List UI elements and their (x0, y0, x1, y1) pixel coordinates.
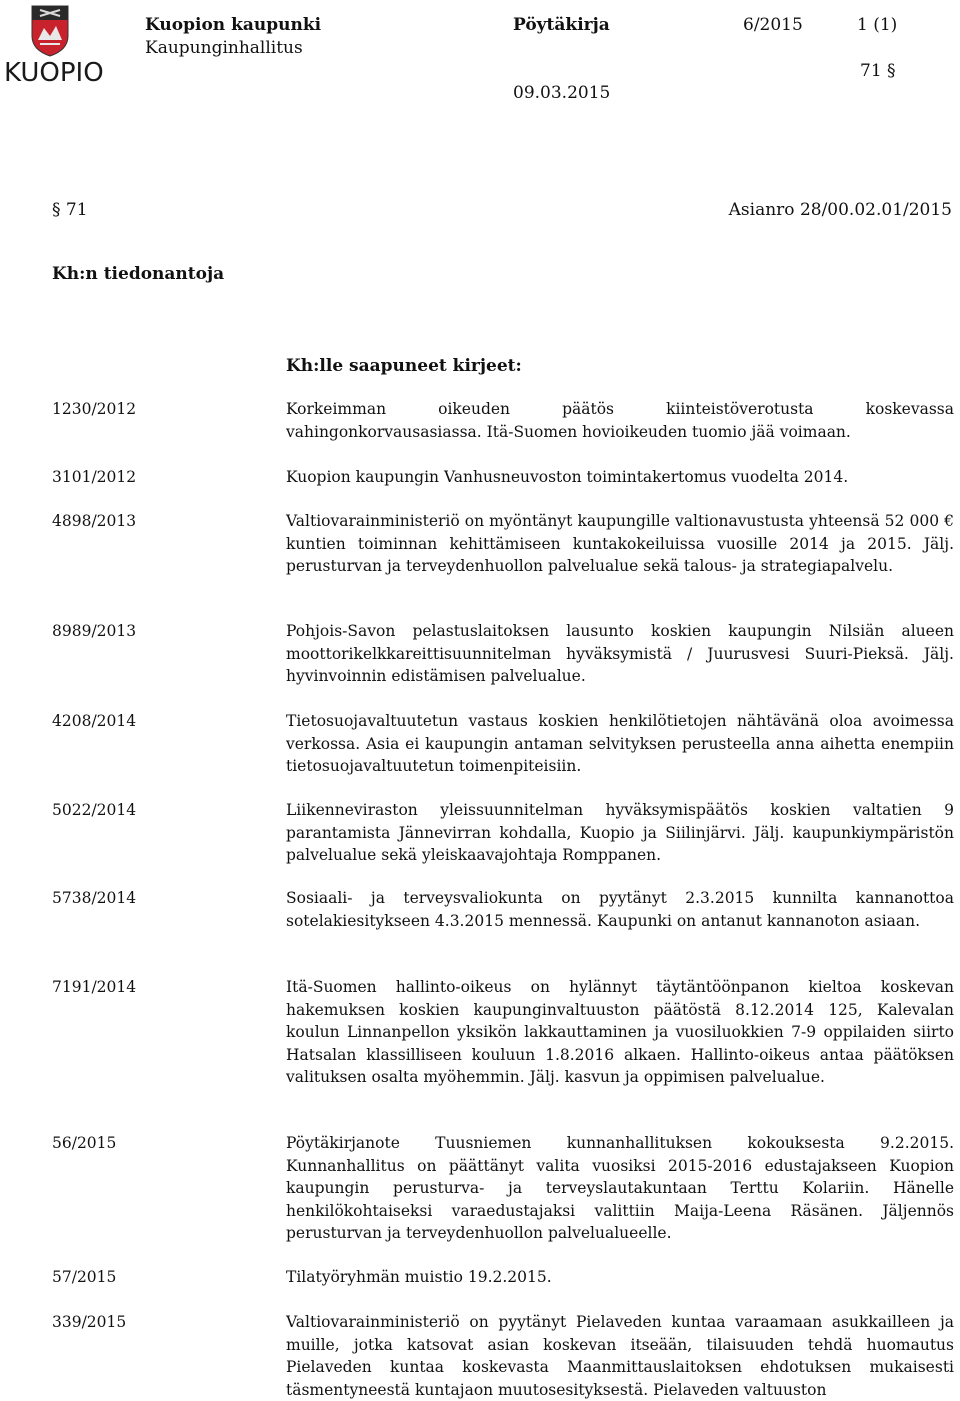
item-text: Korkeimman oikeuden päätös kiinteistöverotusta koskevassa vahingonkorvausasiassa. Itä-Suomen hovioikeuden tuomio jää voimaan. (286, 400, 954, 441)
page-number: 1 (1) (857, 15, 898, 35)
meeting-date: 09.03.2015 (513, 83, 611, 103)
section-number: § 71 (52, 200, 88, 220)
item-text: Sosiaali- ja terveysvaliokunta on pyytänyt 2.3.2015 kunnilta kannanottoa sotelakiesitykseen 4.3.2015 mennessä. Kaupunki on antanut kannanoton asiaan. (286, 889, 954, 930)
item-number: 57/2015 (52, 1268, 117, 1286)
item-number: 7191/2014 (52, 978, 137, 996)
section-title: Kh:n tiedonantoja (52, 264, 225, 284)
item-number: 4208/2014 (52, 712, 137, 730)
item-number: 4898/2013 (52, 512, 137, 530)
item-number: 56/2015 (52, 1134, 117, 1152)
item-number: 3101/2012 (52, 468, 137, 486)
letters-subheading: Kh:lle saapuneet kirjeet: (286, 356, 522, 376)
item-text: Pohjois-Savon pelastuslaitoksen lausunto koskien kaupungin Nilsiän alueen moottorikelkkareittisuunnitelman hyväksymistä / Juurusvesi Suuri-Pieksä. Jälj. hyvinvoinnin edistämisen palvelualue. (286, 622, 954, 685)
board-name: Kaupunginhallitus (145, 38, 303, 58)
section-line (52, 200, 952, 224)
item-text: Tietosuojavaltuutetun vastaus koskien henkilötietojen nähtävänä oloa avoimessa verkossa. Asia ei kaupungin antaman selvityksen perusteella anna aihetta enempiin tietosuojavaltuutetun toimenpiteisiin. (286, 712, 954, 775)
item-number: 339/2015 (52, 1313, 127, 1331)
item-number: 5738/2014 (52, 889, 137, 907)
kuopio-logo (0, 0, 104, 96)
item-text: Kuopion kaupungin Vanhusneuvoston toimintakertomus vuodelta 2014. (286, 468, 849, 486)
section-reference: 71 § (860, 61, 896, 81)
case-number: Asianro 28/00.02.01/2015 (728, 200, 952, 220)
logo-wordmark: KUOPIO (4, 58, 104, 88)
item-text: Pöytäkirjanote Tuusniemen kunnanhallituksen kokouksesta 9.2.2015. Kunnanhallitus on päättänyt valita vuosiksi 2015-2016 edustajakseen Kuopion kaupungin perusturva- ja terveyslautakuntaan Terttu Kolariin. Hänelle henkilökohtaiseksi varaedustajaksi valittiin Maija-Leena Räsänen. Jäljennös perusturvan ja terveydenhuollon palvelualueelle. (286, 1134, 954, 1242)
doc-number: 6/2015 (743, 15, 803, 35)
doc-type: Pöytäkirja (513, 15, 610, 35)
org-name: Kuopion kaupunki (145, 15, 322, 35)
item-text: Itä-Suomen hallinto-oikeus on hylännyt täytäntöönpanon kieltoa koskevan hakemuksen koskien kaupunginvaltuuston päätöstä 8.12.2014 125, Kalevalan koulun Linnanpellon yksikön lakkauttaminen ja vuosiluokkien 7-9 oppilaiden siirto Hatsalan klassilliseen kouluun 1.8.2016 alkaen. Hallinto-oikeus antaa päätöksen valituksen osalta myöhemmin. Jälj. kasvun ja oppimisen palvelualue. (286, 978, 954, 1086)
item-number: 8989/2013 (52, 622, 137, 640)
item-number: 5022/2014 (52, 801, 137, 819)
item-number: 1230/2012 (52, 400, 137, 418)
item-text: Valtiovarainministeriö on myöntänyt kaupungille valtionavustusta yhteensä 52 000 € kuntien toiminnan kehittämiseen kuntakokeiluissa vuosille 2014 ja 2015. Jälj. perusturvan ja terveydenhuollon palvelualue sekä talous- ja strategiapalvelu. (286, 512, 954, 575)
item-text: Tilatyöryhmän muistio 19.2.2015. (286, 1268, 552, 1286)
item-text: Valtiovarainministeriö on pyytänyt Pielaveden kuntaa varaamaan asukkailleen ja muille, jotka katsovat asian koskevan itseään, tilaisuuden tehdä huomautus Pielaveden kuntaa koskevasta Maanmittauslaitoksen ehdotuksen mukaisesti täsmentyneestä kuntajaon muutosesityksestä. Pielaveden valtuuston (286, 1313, 954, 1399)
item-text: Liikenneviraston yleissuunnitelman hyväksymispäätös koskien valtatien 9 parantamista Jännevirran kohdalla, Kuopio ja Siilinjärvi. Jälj. kaupunkiympäristön palvelualue sekä yleiskaavajohtaja Romppanen. (286, 801, 954, 864)
